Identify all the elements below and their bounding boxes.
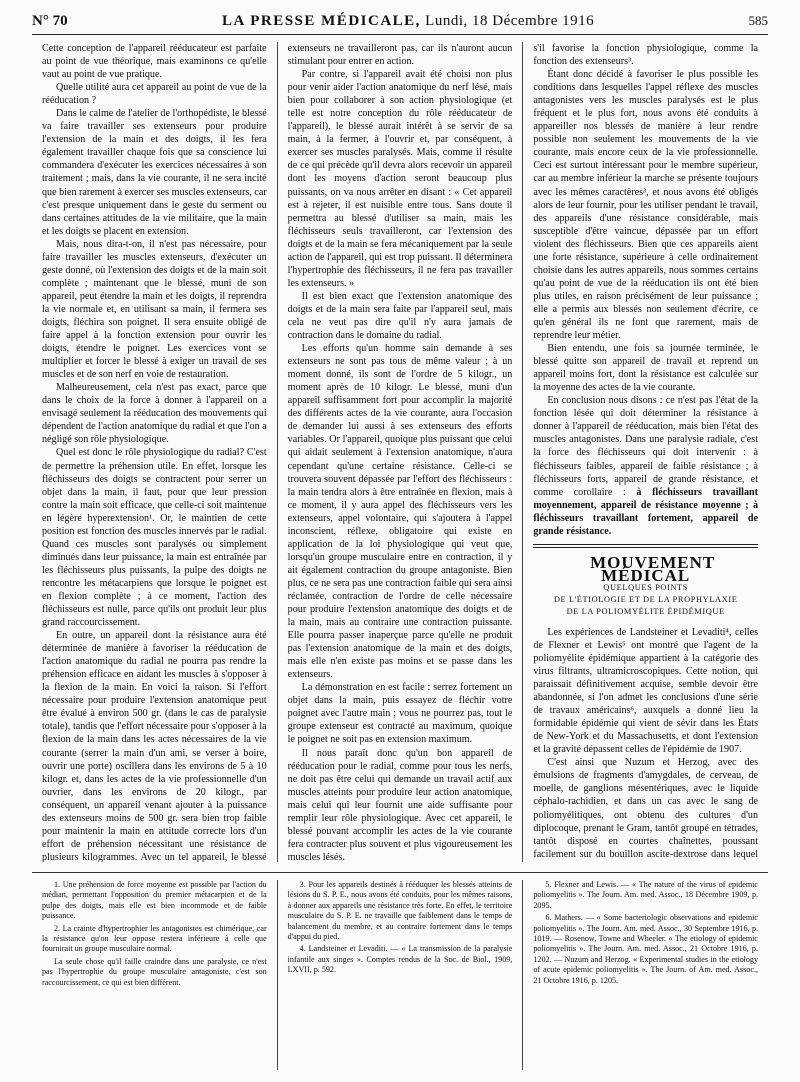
footnote: 3. Pour les appareils destinés à rééduquer les blessés atteints de lésions du S. P. E., nous avons été conduits, pour les mêmes raisons, à donner aux appareils une résistance très forte. En effet, le territoire musculaire du S. P. E. ne travaille que faiblement dans le temps de balancement du membre, et au contraire fortement dans le temps d'appui du pied. [287, 880, 513, 942]
section-subtitle [533, 582, 758, 618]
journal-name: LA PRESSE MÉDICALE, [221, 12, 421, 29]
footnote-column-2 [277, 880, 523, 1070]
article-columns [32, 42, 768, 862]
paragraph [533, 394, 758, 538]
footnote: 6. Mathers. — « Some bacteriologic observations and epidemic poliomyelitis ». The Journ. Am. med. Assoc., 30 Septembre 1916, p. 1019. — Rosenow, Towne and Wheeler. « The etiology of epidemic poliomyelitis ». The Journ. Am. med. Assoc., 21 Octobre 1916, p. 1202. — Nuzum and Herzog. « Experimental studies in the etiology of acute epidemic poliomyelitis ». The Journ. of Am. med. Assoc., 21 Octobre 1916, p. 1205. [533, 913, 759, 985]
conclusion-text: En conclusion nous disons : ce n'est pas l'état de la fonction lésée qui doit déterminer la résistance à donner à l'appareil de rééducation, mais bien l'état des muscles antagonistes. Dans une paralysie radiale, c'est la force des fléchisseurs qui doit intervenir : à fléchisseurs faibles, appareil de faible résistance ; à fléchisseurs forts, appareil de grande résistance, et comme corollaire : [533, 395, 759, 498]
footnotes [32, 880, 768, 1070]
subtitle-line: DE L'ÉTIOLOGIE ET DE LA PROPHYLAXIE [553, 594, 738, 604]
page-number: 585 [748, 13, 768, 28]
page-header [32, 8, 768, 35]
paragraph: Quel est donc le rôle physiologique du radial? C'est de permettre la préhension utile. En effet, lorsque les fléchisseurs des doigts se contractent pour serrer un objet dans la main, il faut, pour que leur pression contre la main soit efficace, que celle-ci soit maintenue en légère hyperextension¹. Or, le maintien de cette position est fonction des muscles innervés par le radial. Quand ces muscles sont paralysés ou simplement diminués dans leur puissance, la main est entraînée par les fléchisseurs plus puissants, la pulpe des doigts ne rencontre les métacarpiens que lorsque le poignet est en flexion complète ; à ce moment, l'action des fléchisseurs est nulle, parce qu'ils ont produit leur plus grand raccourcissement. [42, 447, 267, 629]
column-2 [277, 42, 523, 862]
footnote: 5. Flexner and Lewis. — « The nature of the virus of epidemic poliomyelitis ». The Journ. Am. med. Assoc., 18 Décembre 1909, p. 2095. [533, 880, 759, 910]
issue-number: N° 70 [32, 12, 68, 29]
section-title: MOUVEMENT MÉDICAL [590, 552, 716, 585]
paragraph: Quelle utilité aura cet appareil au point de vue de la rééducation ? [42, 82, 267, 107]
paragraph: Dans le calme de l'atelier de l'orthopédiste, le blessé va faire travailler ses extenseurs pour produire l'extension de la main et des doigts, il les fera également travailler chaque fois que sa conscience lui commandera d'exécuter les exercices nécessaires à son traitement ; mais, dans la vie courante, il ne sera incité que bien rarement à exercer ses muscles extenseurs, car c'est presque uniquement dans le geste du serment ou dans certaines attitudes de la vie militaire, que la main et les doigts se placent en extension. [42, 108, 267, 237]
paragraph: s'il favorise la fonction physiologique, comme la fonction des extenseurs³. [533, 43, 759, 68]
paragraph: La démonstration en est facile : serrez fortement un objet dans la main, puis essayez de fléchir votre poignet avec l'autre main ; vous ne pourrez pas, tout le groupe extenseur est contracté au maximum, quoique le poignet ne soit pas en extension maximum. [287, 682, 513, 746]
footnote: La seule chose qu'il faille craindre dans une paralysie, ce n'est pas l'hypertrophie du groupe musculaire antagoniste, c'est son raccourcissement, ce qui est bien différent. [42, 956, 267, 987]
paragraph: Les expériences de Landsteiner et Levaditi⁴, celles de Flexner et Lewis⁵ ont montré que l'agent de la poliomyélite épidémique appartient à la catégorie des virus filtrants, ultramicroscopiques. Cette notion, qui paraissait définitivement acquise, semble devoir être abandonnée, si l'on admet les conclusions d'une série de travaux américains⁶, auxquels a donné lieu la formidable épidémie qui vient de sévir dans les États de New-York et du Massachusetts, et dont l'extension et la gravité dépassent celles de l'épidémie de 1907. [533, 626, 759, 756]
paragraph: Cette conception de l'appareil rééducateur est parfaite au point de vue théorique, mais examinons ce qu'elle vaut au point de vue pratique. [42, 43, 267, 81]
column-3 [522, 42, 768, 862]
paragraph: Par contre, si l'appareil avait été choisi non plus pour venir aider l'action anatomique du nerf lésé, mais bien pour collaborer à son action physiologique (et telle est notre conception du rôle rééducateur de l'appareil), le blessé aurait intérêt à se servir de sa main, à la fermer, à l'ouvrir et, par conséquent, à exercer ses muscles paralysés. Mais, comme il résulte de ce qui précède qu'il devra alors recevoir un appareil dont les moyens d'action seront beaucoup plus puissants, on va nous arrêter en disant : « Cet appareil est à rejeter, il est nuisible entre tous. Sans doute il permettra au blessé d'utiliser sa main, mais les fléchisseurs seuls travailleront, car l'extension des doigts et de la main se fera mécaniquement par la seule action de l'appareil, qui est trop puissant. Il déterminera l'hypertrophie des fléchisseurs, il ne fera pas travailler les extenseurs. » [287, 69, 513, 289]
paragraph: Les efforts qu'un homme sain demande à ses extenseurs ne sont pas tous de même valeur ; à un moment donné, ils sont de l'ordre de 5 kilogr., un moment après de 10 kilogr. Le blessé, muni d'un appareil suffisamment fort pour accomplir la majorité des différents actes de la vie courante, aura l'occasion de demander lui aussi à ses extenseurs des efforts variables. Or l'appareil, quoique plus puissant que celui qui aidait seulement à l'extension anatomique, n'aura cependant qu'une certaine résistance. Celle-ci se trouvera souvent dépassée par l'effort des fléchisseurs : la main tendra alors à être entraînée en flexion, mais à ce moment, il y aura appel des fléchisseurs vers les extenseurs, appel volontaire, qui s'ajoutera à l'appel inconscient, réflexe, obligatoire qui existe en application de la loi physiologique qui veut que, lorsqu'un groupe musculaire entre en contraction, il y ait également contraction du groupe antagoniste. Bien plus, ce ne sera pas une contraction faible qui sera ainsi réclamée, contraction de l'ordre de celle nécessaire pour produire l'extension anatomique des doigts et de la main, mais au contraire une contraction puissante. Elle pourra passer inaperçue parce qu'elle ne produit pas l'extension anatomique de la main et des doigts, mais elle n'en existe pas moins et se passe dans les extenseurs. [287, 343, 513, 681]
paragraph: extenseurs ne travailleront pas, car ils n'auront aucun stimulant pour entrer en action. [287, 43, 513, 68]
paragraph: Il nous paraît donc qu'un bon appareil de rééducation pour le radial, comme pour tous les nerfs, ne doit pas être celui qui demande un travail actif aux muscles atteints pour produire leur action anatomique, mais celui qui leur fournit une aide suffisante pour remplir leur rôle physiologique. Avec cet appareil, le blessé pouvant accomplir les actes de la vie courante fera contracter plus souvent et plus vigoureusement les muscles lésés. [287, 747, 513, 862]
paragraph: Mais, nous dira-t-on, il n'est pas nécessaire, pour faire travailler les muscles extenseurs, d'exécuter un geste donné, où l'extension des doigts et de la main soit complète ; maintenant que le blessé, muni de son appareil, peut étendre la main et les doigts, il reprendra la vie normale et, en utilisant sa main, il fermera ses doigts, fléchira son poignet. Il sera ensuite obligé de faire appel à la fonction extension pour ouvrir les doigts, étendre le poignet. Les exercices vont se multiplier et forcer le blessé à exiger un travail de ses muscles et de son nerf en voie de restauration. [42, 238, 267, 381]
footnote: 2. La crainte d'hypertrophier les antagonistes est chimérique, car la résistance qu'on leur oppose restera inférieure à celle que fournirait un groupe musculaire normal. [42, 923, 267, 954]
conclusion-emphasis: à fléchisseurs travaillant moyennement, appareil de résistance moyenne ; à fléchisseurs travaillant fortement, appareil de grande résistance. [533, 486, 759, 537]
section-divider [533, 544, 758, 548]
issue-date: Lundi, 18 Décembre 1916 [425, 12, 595, 29]
footnote: 1. Une préhension de force moyenne est possible par l'action du médian, permettant l'opposition du premier métacarpien et de la pulpe des doigts, mais elle est bien incommode et de faible puissance. [42, 880, 267, 921]
running-title [222, 13, 594, 30]
column-1 [32, 42, 277, 862]
footnote-column-1 [32, 880, 277, 1070]
footnote-divider [32, 872, 768, 873]
paragraph: Il est bien exact que l'extension anatomique des doigts et de la main sera faite par l'appareil seul, mais cela ne veut pas dire qu'il n'y aura jamais de contraction dans le domaine du radial. [287, 290, 513, 342]
paragraph: C'est ainsi que Nuzum et Herzog, avec des émulsions de fragments d'amygdales, de cerveau, de moelle, de ganglions mésentériques, avec le liquide céphalo-rachidien, et dans un cas avec le sang de poliomyélitiques, ont obtenu des cultures d'un diplocoque, prenant le Gram, tantôt groupé en tétrades, tantôt disposé en courtes chaînettes, poussant facilement sur du bouillon ascite-dextrose dans lequel [533, 757, 759, 860]
paragraph: Bien entendu, une fois sa journée terminée, le blessé quitte son appareil de travail et reprend un appareil moins fort, dont la résistance est calculée sur la moyenne des actes de la vie courante. [533, 343, 759, 394]
subtitle-line: DE LA POLIOMYÉLITE ÉPIDÉMIQUE [566, 606, 725, 616]
footnote: 4. Landsteiner et Levaditi. — « La transmission de la paralysie infantile aux singes ». Comptes rendus de la Soc. de Biol., 1909, LXVII, p. 592. [287, 944, 513, 975]
paragraph: En outre, un appareil dont la résistance aura été déterminée de manière à favoriser la rééducation de l'action anatomique du radial ne pourra pas rendre la préhension efficace en aidant les muscles à s'opposer à la flexion de la main. En voici la raison. Si l'effort nécessaire pour produire l'extension anatomique peut être évalué à environ 500 gr. (dans le cas de paralysie totale), tandis que l'effort nécessaire pour s'opposer à la flexion de la main dans les actes nécessaires de la vie courante (serrer la main d'un ami, se verser à boire, ouvrir une porte) oscillera dans les environs de 5 à 10 kilogr. et, dans les actes de la vie professionnelle d'un ouvrier, dans les environs de 20 kilogr., par conséquent, un appareil venant ajouter à la puissance des extenseurs moins de 500 gr. sera bien trop faible pour maintenir la main en attitude correcte lors d'un effort de préhension nécessitant une résistance de plusieurs kilogrammes. Avec un tel appareil, le blessé [42, 630, 267, 862]
subtitle-line: QUELQUES POINTS [603, 582, 688, 592]
paragraph: Malheureusement, cela n'est pas exact, parce que dans le choix de la force à donner à l'appareil on a envisagé seulement la rééducation des mouvements qui dépendent de l'action anatomique du radial et que l'on a négligé son rôle physiologique. [42, 382, 267, 446]
footnote-column-3 [522, 880, 768, 1070]
paragraph: Étant donc décidé à favoriser le plus possible les conditions dans lesquelles l'appel réflexe des muscles antagonistes vers les muscles paralysés est le plus fréquent et le plus fort, nous avons été conduits à appareiller nos blessés de manière à leur rendre possible non seulement les mouvements de la vie courante, mais encore ceux de la vie professionnelle. Ceci est surtout intéressant pour le membre supérieur, car au membre inférieur la marche se présente toujours avec les mêmes caractères³, et nous avons été obligés alors de leur fournir, pour les utiliser pendant le travail, des appareils d'une résistance considérable, mais susceptible d'être vaincue, dépassée par un effort violent des fléchisseurs. Bien que ces appareils aient une forte résistance, supérieure à celle ordinairement choisie dans les autres appareils, nous sommes certains qu'au point de vue de la rééducation ils ont été bien plus utiles, en raison précisément de leur puissance ; elle a permis aux blessés non seulement d'écrire, ce qu'en général ils ne font que rarement, mais de reprendre leur métier. [533, 69, 759, 342]
